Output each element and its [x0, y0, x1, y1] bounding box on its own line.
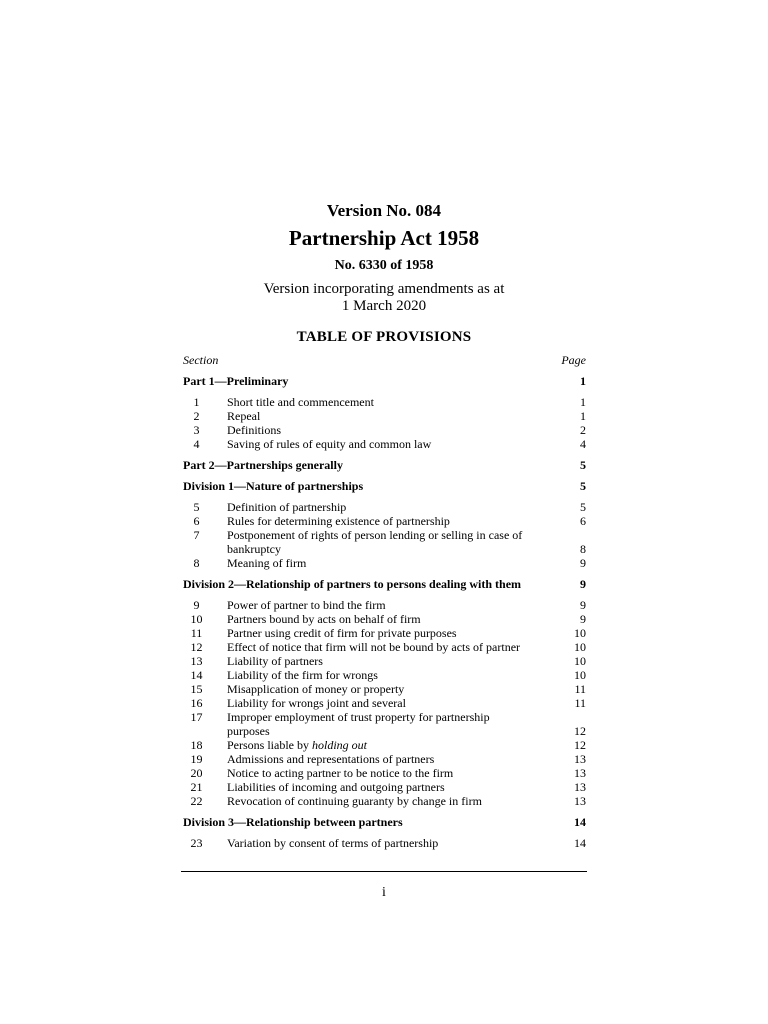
section-title: Revocation of continuing guaranty by change in firm — [227, 794, 482, 808]
section-number: 12 — [190, 640, 203, 654]
page-column-label: Page — [561, 353, 586, 367]
section-page: 5 — [580, 500, 586, 514]
section-number: 18 — [190, 738, 203, 752]
version-number: Version No. 084 — [326, 201, 442, 220]
toc-entry[interactable] — [183, 794, 586, 808]
toc-entry[interactable] — [183, 423, 586, 437]
part-label: Part 1—Preliminary — [183, 374, 289, 388]
toc-entry[interactable] — [183, 409, 586, 423]
section-page: 14 — [574, 836, 586, 850]
toc-division-heading[interactable] — [183, 815, 586, 829]
toc-entry[interactable] — [183, 395, 586, 409]
section-page: 12 — [574, 724, 586, 738]
toc-entry[interactable] — [183, 738, 586, 752]
toc-entry[interactable] — [183, 836, 586, 850]
section-title: Rules for determining existence of partnership — [227, 514, 450, 528]
toc-entry[interactable] — [183, 514, 586, 528]
section-number: 11 — [190, 626, 203, 640]
section-title: Improper employment of trust property for partnership purposes — [227, 710, 490, 738]
section-page: 10 — [574, 640, 586, 654]
section-title: Partner using credit of firm for private purposes — [227, 626, 457, 640]
toc-column-headers — [183, 353, 586, 368]
section-number: 5 — [193, 500, 200, 514]
section-page: 13 — [574, 752, 586, 766]
toc-entry[interactable] — [183, 780, 586, 794]
section-title: Short title and commencement — [227, 395, 374, 409]
section-page: 6 — [580, 514, 586, 528]
section-title: Misapplication of money or property — [227, 682, 405, 696]
toc-entry[interactable] — [183, 654, 586, 668]
section-number: 4 — [193, 437, 200, 451]
section-title: Liabilities of incoming and outgoing partners — [227, 780, 445, 794]
section-title: Effect of notice that firm will not be bound by acts of partner — [227, 640, 521, 654]
toc-entry[interactable] — [183, 598, 586, 612]
toc-entry[interactable] — [183, 682, 586, 696]
section-title: Power of partner to bind the firm — [227, 598, 386, 612]
section-title: Notice to acting partner to be notice to the firm — [227, 766, 454, 780]
section-page: 13 — [574, 794, 586, 808]
section-number: 2 — [193, 409, 200, 423]
page-number: i — [382, 885, 386, 900]
section-page: 11 — [574, 696, 586, 710]
section-page: 8 — [580, 542, 586, 556]
section-number: 13 — [190, 654, 203, 668]
toc-entry[interactable] — [183, 766, 586, 780]
division-page: 14 — [574, 815, 586, 829]
section-column-label: Section — [183, 353, 219, 367]
section-number: 1 — [193, 395, 200, 409]
part-page: 1 — [580, 374, 586, 388]
act-number: No. 6330 of 1958 — [334, 258, 434, 273]
section-page: 10 — [574, 668, 586, 682]
section-page: 11 — [574, 682, 586, 696]
toc-entry[interactable] — [183, 696, 586, 710]
division-label: Division 1—Nature of partnerships — [183, 479, 364, 493]
toc-entry[interactable] — [183, 500, 586, 514]
toc-part-heading[interactable] — [183, 458, 586, 472]
toc-title: TABLE OF PROVISIONS — [296, 329, 472, 345]
section-title: Meaning of firm — [227, 556, 307, 570]
section-number: 20 — [190, 766, 203, 780]
toc-division-heading[interactable] — [183, 577, 586, 591]
division-page: 9 — [580, 577, 586, 591]
incorporation-note — [0, 281, 768, 315]
section-title: Definition of partnership — [227, 500, 347, 514]
section-page: 13 — [574, 766, 586, 780]
section-page: 2 — [580, 423, 586, 437]
section-page: 10 — [574, 626, 586, 640]
section-number: 7 — [193, 528, 200, 542]
section-page: 10 — [574, 654, 586, 668]
section-title-continued: bankruptcy — [227, 542, 281, 556]
division-page: 5 — [580, 479, 586, 493]
section-page: 9 — [580, 556, 586, 570]
section-page: 9 — [580, 598, 586, 612]
incorporation-line-1: Version incorporating amendments as at — [263, 281, 505, 297]
division2-entries — [183, 598, 586, 808]
toc-entry[interactable] — [183, 710, 586, 738]
division1-entries — [183, 500, 586, 570]
section-title: Repeal — [227, 409, 261, 423]
toc-entry[interactable] — [183, 752, 586, 766]
section-number: 14 — [190, 668, 203, 682]
section-title: Definitions — [227, 423, 281, 437]
section-page: 9 — [580, 612, 586, 626]
section-number: 8 — [193, 556, 200, 570]
section-number: 3 — [193, 423, 200, 437]
section-number: 9 — [193, 598, 200, 612]
toc-part-heading[interactable] — [183, 374, 586, 388]
section-number: 22 — [190, 794, 203, 808]
section-page: 13 — [574, 780, 586, 794]
section-number: 10 — [190, 612, 203, 626]
section-title-italic: holding out — [312, 738, 368, 752]
part-label: Part 2—Partnerships generally — [183, 458, 343, 472]
section-page: 1 — [580, 409, 586, 423]
division-label: Division 3—Relationship between partners — [183, 815, 403, 829]
section-page: 4 — [580, 437, 586, 451]
section-title: Admissions and representations of partners — [227, 752, 435, 766]
section-number: 23 — [190, 836, 203, 850]
section-title: Liability for wrongs joint and several — [227, 696, 406, 710]
section-number: 21 — [190, 780, 203, 794]
footer-rule — [181, 871, 587, 872]
section-title: Postponement of rights of person lending or selling in case of bankruptcy — [227, 528, 523, 556]
toc-division-heading[interactable] — [183, 479, 586, 493]
section-title: Variation by consent of terms of partnership — [227, 836, 439, 850]
section-title: Saving of rules of equity and common law — [227, 437, 432, 451]
section-page: 1 — [580, 395, 586, 409]
table-of-provisions — [183, 353, 586, 850]
section-number: 19 — [190, 752, 203, 766]
section-page: 12 — [574, 738, 586, 752]
section-title: Partners bound by acts on behalf of firm — [227, 612, 421, 626]
toc-entry[interactable] — [183, 612, 586, 626]
toc-entry[interactable] — [183, 437, 586, 451]
section-title: Liability of partners — [227, 654, 323, 668]
toc-entry[interactable] — [183, 626, 586, 640]
part-page: 5 — [580, 458, 586, 472]
toc-entry[interactable] — [183, 556, 586, 570]
act-title: Partnership Act 1958 — [288, 226, 480, 250]
division3-entries — [183, 836, 586, 850]
toc-entry[interactable] — [183, 668, 586, 682]
toc-entry[interactable] — [183, 528, 586, 556]
section-title-continued: purposes — [227, 724, 270, 738]
section-number: 16 — [190, 696, 203, 710]
part1-entries — [183, 395, 586, 451]
incorporation-line-2: 1 March 2020 — [341, 298, 427, 314]
division-label: Division 2—Relationship of partners to persons dealing with them — [183, 577, 522, 591]
section-title: Persons liable by holding out — [227, 738, 368, 752]
section-number: 15 — [190, 682, 203, 696]
section-title: Liability of the firm for wrongs — [227, 668, 378, 682]
toc-entry[interactable] — [183, 640, 586, 654]
section-number: 6 — [193, 514, 200, 528]
section-number: 17 — [190, 710, 203, 724]
